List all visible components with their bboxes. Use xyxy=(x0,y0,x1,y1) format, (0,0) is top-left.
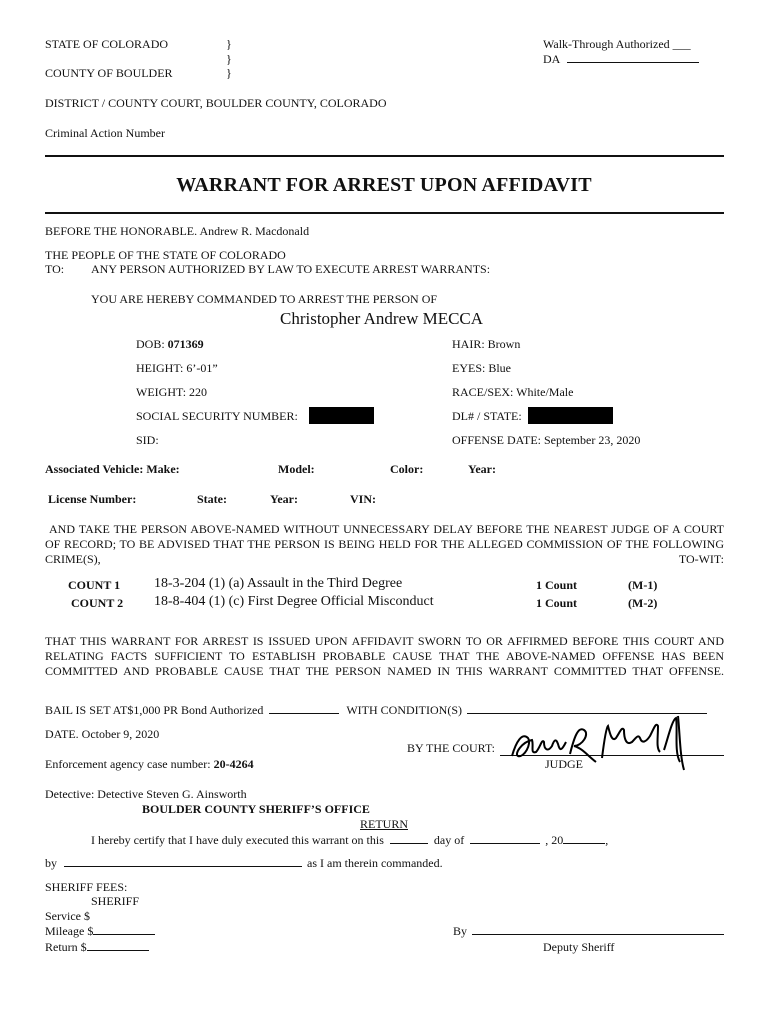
commanded-text: as I am therein commanded. xyxy=(307,856,443,870)
count-2-class: (M-2) xyxy=(628,596,658,610)
top-rule xyxy=(45,155,724,157)
walk-through-authorized: Walk-Through Authorized ___ xyxy=(543,37,691,51)
vehicle-make-label: Associated Vehicle: Make: xyxy=(45,462,180,476)
by-the-court-label: BY THE COURT: xyxy=(407,741,496,755)
return-fee-label: Return $ xyxy=(45,940,87,954)
executed-by-line xyxy=(45,856,443,871)
year-blank xyxy=(563,843,605,844)
mileage-blank xyxy=(93,934,155,935)
da-blank xyxy=(567,62,699,63)
count-2-statute: 18-8-404 (1) (c) First Degree Official Misconduct xyxy=(154,594,434,609)
height-field: HEIGHT: 6’-01” xyxy=(136,361,218,375)
certify-line xyxy=(91,833,608,848)
license-number-label: License Number: xyxy=(48,492,137,506)
deputy-signature-blank xyxy=(472,934,724,935)
certify-text: I hereby certify that I have duly executed this warrant on this xyxy=(91,833,384,847)
dob-value: 071369 xyxy=(167,337,204,351)
commanded-line: YOU ARE HEREBY COMMANDED TO ARREST THE PERSON OF xyxy=(91,292,438,306)
ssn-redaction xyxy=(309,407,374,424)
judge-signature xyxy=(508,712,688,774)
day-blank xyxy=(390,843,428,844)
deputy-by-label: By xyxy=(453,924,468,938)
count-2-quantity: 1 Count xyxy=(536,596,578,610)
month-blank xyxy=(470,843,540,844)
document-title: WARRANT FOR ARREST UPON AFFIDAVIT xyxy=(176,174,592,196)
detective-line: Detective: Detective Steven G. Ainsworth xyxy=(45,787,247,801)
caption-brace-3: } xyxy=(226,66,232,80)
dob-field xyxy=(136,337,204,352)
before-honorable: BEFORE THE HONORABLE. Andrew R. Macdonald xyxy=(45,224,310,238)
mileage-fee-line xyxy=(45,924,155,939)
service-fee: Service $ xyxy=(45,909,90,923)
day-of-label: day of xyxy=(433,833,465,847)
sid-field: SID: xyxy=(136,433,159,447)
deputy-by-line xyxy=(453,924,724,939)
dl-redaction xyxy=(528,407,613,424)
affidavit-paragraph: THAT THIS WARRANT FOR ARREST IS ISSUED UPON AFFIDAVIT SWORN TO OR AFFIRMED BEFORE THIS COURT AND RELATING FACTS SUFFICIENT TO ESTABLISH PROBABLE CAUSE THAT THE ABOVE-NAMED OFFENSE HAS BEEN COMMITTED AND PROBABLE CAUSE THAT THE PERSON NAMED IN THIS WARRANT COMMITTED THAT OFFENSE. xyxy=(45,634,724,678)
criminal-action-number: Criminal Action Number xyxy=(45,126,165,140)
vin-label: VIN: xyxy=(350,492,376,506)
dl-state-field: DL# / STATE: xyxy=(452,409,522,423)
hair-field: HAIR: Brown xyxy=(452,337,521,351)
year-comma: , xyxy=(605,833,609,847)
offense-date-field: OFFENSE DATE: September 23, 2020 xyxy=(452,433,641,447)
command-paragraph: AND TAKE THE PERSON ABOVE-NAMED WITHOUT UNNECESSARY DELAY BEFORE THE NEAREST JUDGE OF A COURT OF RECORD; TO BE ADVISED THAT THE PERSON IS BEING HELD FOR THE ALLEGED COMMISSION OF THE FOLLOWING CRIME(S), TO-WIT: xyxy=(45,522,724,566)
conditions-label: WITH CONDITION(S) xyxy=(346,703,462,717)
to-label: TO: xyxy=(45,262,65,276)
deputy-sheriff-label: Deputy Sheriff xyxy=(543,940,615,954)
people-of-colorado: THE PEOPLE OF THE STATE OF COLORADO xyxy=(45,248,286,262)
dob-label: DOB: xyxy=(136,337,165,351)
count-1-label: COUNT 1 xyxy=(68,578,121,592)
to-text: ANY PERSON AUTHORIZED BY LAW TO EXECUTE ARREST WARRANTS: xyxy=(91,262,491,276)
sheriff-office-heading: BOULDER COUNTY SHERIFF’S OFFICE xyxy=(142,802,370,816)
ssn-field: SOCIAL SECURITY NUMBER: xyxy=(136,409,298,423)
caption-brace-1: } xyxy=(226,37,232,51)
case-number-label: Enforcement agency case number: xyxy=(45,757,211,771)
count-2-label: COUNT 2 xyxy=(71,596,124,610)
eyes-field: EYES: Blue xyxy=(452,361,511,375)
sheriff-fees-heading: SHERIFF FEES: xyxy=(45,880,128,894)
count-1-class: (M-1) xyxy=(628,578,658,592)
bail-blank xyxy=(269,713,339,714)
executed-by-blank xyxy=(64,866,302,867)
state-caption: STATE OF COLORADO xyxy=(45,37,169,51)
weight-field: WEIGHT: 220 xyxy=(136,385,208,399)
title-rule xyxy=(45,212,724,214)
race-sex-field: RACE/SEX: White/Male xyxy=(452,385,574,399)
mileage-fee-label: Mileage $ xyxy=(45,924,94,938)
case-number-line xyxy=(45,757,254,772)
warrant-date: DATE. October 9, 2020 xyxy=(45,727,160,741)
sheriff-sublabel: SHERIFF xyxy=(91,894,140,908)
vehicle-color-label: Color: xyxy=(390,462,424,476)
case-number-value: 20-4264 xyxy=(213,757,254,771)
vehicle-model-label: Model: xyxy=(278,462,315,476)
year-prefix: , 20 xyxy=(545,833,564,847)
license-year-label: Year: xyxy=(270,492,298,506)
da-line xyxy=(543,52,699,67)
count-1-quantity: 1 Count xyxy=(536,578,578,592)
return-blank xyxy=(87,950,149,951)
return-heading: RETURN xyxy=(360,817,408,831)
da-label: DA xyxy=(543,52,560,66)
court-name: DISTRICT / COUNTY COURT, BOULDER COUNTY, COLORADO xyxy=(45,96,387,110)
judge-label: JUDGE xyxy=(545,757,583,771)
return-fee-line xyxy=(45,940,149,955)
defendant-name: Christopher Andrew MECCA xyxy=(280,309,484,328)
vehicle-year-label: Year: xyxy=(468,462,496,476)
caption-brace-2: } xyxy=(226,52,232,66)
executed-by-label: by xyxy=(45,856,57,870)
license-state-label: State: xyxy=(197,492,227,506)
bail-label: BAIL IS SET AT$1,000 PR Bond Authorized xyxy=(45,703,264,717)
count-1-statute: 18-3-204 (1) (a) Assault in the Third Degree xyxy=(154,576,403,591)
county-caption: COUNTY OF BOULDER xyxy=(45,66,173,80)
